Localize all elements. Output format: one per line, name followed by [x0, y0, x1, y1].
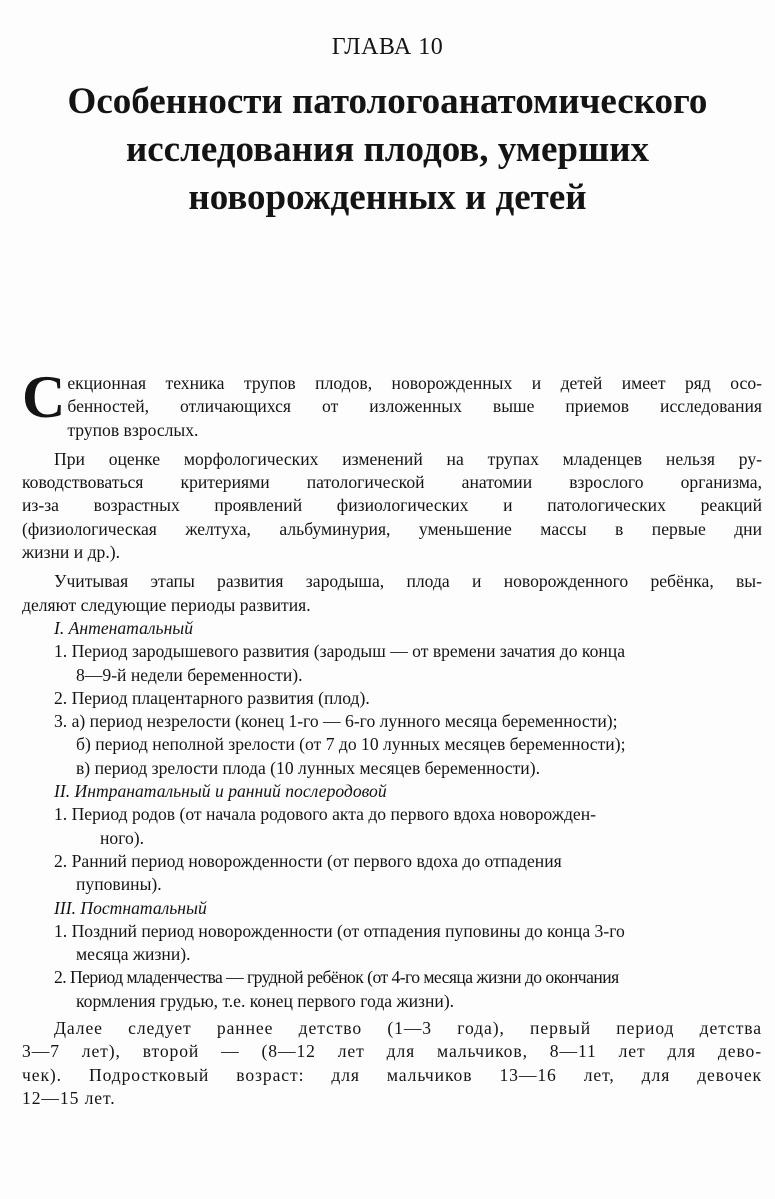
list-item: 1. Поздний период новорожденности (от отпадения пуповины до конца 3-го	[54, 920, 625, 941]
para2-line-5: жизни и др.).	[22, 542, 120, 563]
list-item: 2. Ранний период новорожденности (от первого вдоха до отпадения	[54, 850, 562, 871]
chapter-heading: ГЛАВА 10	[331, 34, 444, 60]
section-antenatal	[22, 617, 762, 780]
chapter-body	[22, 364, 762, 1110]
final-line-1: Далее следует раннее детство (1—3 года), первый период детства	[54, 1018, 762, 1039]
title-line-3: новорожденных и детей	[188, 177, 587, 218]
intro-line-2: бенностей, отличающихся от изложенных выше приемов исследования	[67, 396, 762, 417]
final-paragraph	[22, 1017, 762, 1110]
intro-paragraph	[22, 364, 762, 442]
para2-line-2: ководствоваться критериями патологической анатомии взрослого организма,	[22, 472, 762, 493]
chapter-title	[20, 78, 755, 222]
section-heading: II. Интранатальный и ранний послеродовой	[54, 781, 387, 802]
title-line-2: исследования плодов, умерших	[125, 129, 650, 170]
title-line-1: Особенности патологоанатомического	[67, 81, 708, 122]
list-item-continuation: 8—9-й недели беременности).	[76, 664, 303, 685]
para3-line-1: Учитывая этапы развития зародыша, плода и новорожденного ребёнка, вы-	[54, 571, 762, 592]
drop-cap: С	[22, 364, 66, 430]
final-line-4: 12—15 лет.	[22, 1087, 116, 1108]
list-subitem: б) период неполной зрелости (от 7 до 10 лунных месяцев беременности);	[76, 734, 626, 755]
list-item: 2. Период плацентарного развития (плод).	[54, 687, 370, 708]
paragraph-3	[22, 570, 762, 617]
list-subitem: в) период зрелости плода (10 лунных месяцев беременности).	[76, 757, 540, 778]
list-item: 1. Период зародышевого развития (зародыш — от времени зачатия до конца	[54, 641, 626, 662]
list-item: 2. Период младенчества — грудной ребёнок (от 4-го месяца жизни до окончания	[54, 967, 619, 988]
intro-line-1: екционная техника трупов плодов, новорожденных и детей имеет ряд осо-	[67, 373, 762, 393]
final-line-3: чек). Подростковый возраст: для мальчиков 13—16 лет, для девочек	[22, 1064, 762, 1085]
list-item-continuation: пуповины).	[76, 874, 162, 895]
para3-line-2: деляют следующие периоды развития.	[22, 594, 311, 615]
list-item: 1. Период родов (от начала родового акта до первого вдоха новорожден-	[54, 804, 596, 825]
list-item-continuation: кормления грудью, т.е. конец первого года жизни).	[76, 990, 455, 1011]
list-item-continuation: месяца жизни).	[76, 944, 191, 965]
list-item: 3. а) период незрелости (конец 1-го — 6-го лунного месяца беременности);	[54, 711, 618, 732]
section-intranatal	[22, 780, 762, 896]
list-item-continuation: ного).	[100, 827, 145, 848]
final-line-2: 3—7 лет), второй — (8—12 лет для мальчиков, 8—11 лет для дево-	[22, 1041, 762, 1062]
section-heading: I. Антенатальный	[54, 617, 194, 638]
para2-line-4: (физиологическая желтуха, альбуминурия, уменьшение массы в первые дни	[22, 518, 762, 539]
para2-line-1: При оценке морфологических изменений на трупах младенцев нельзя ру-	[54, 448, 762, 469]
section-postnatal	[22, 897, 762, 1013]
paragraph-2	[22, 448, 762, 564]
intro-line-3: трупов взрослых.	[67, 419, 199, 440]
para2-line-3: из-за возрастных проявлений физиологических и патологических реакций	[22, 495, 762, 516]
section-heading: III. Постнатальный	[54, 897, 207, 918]
